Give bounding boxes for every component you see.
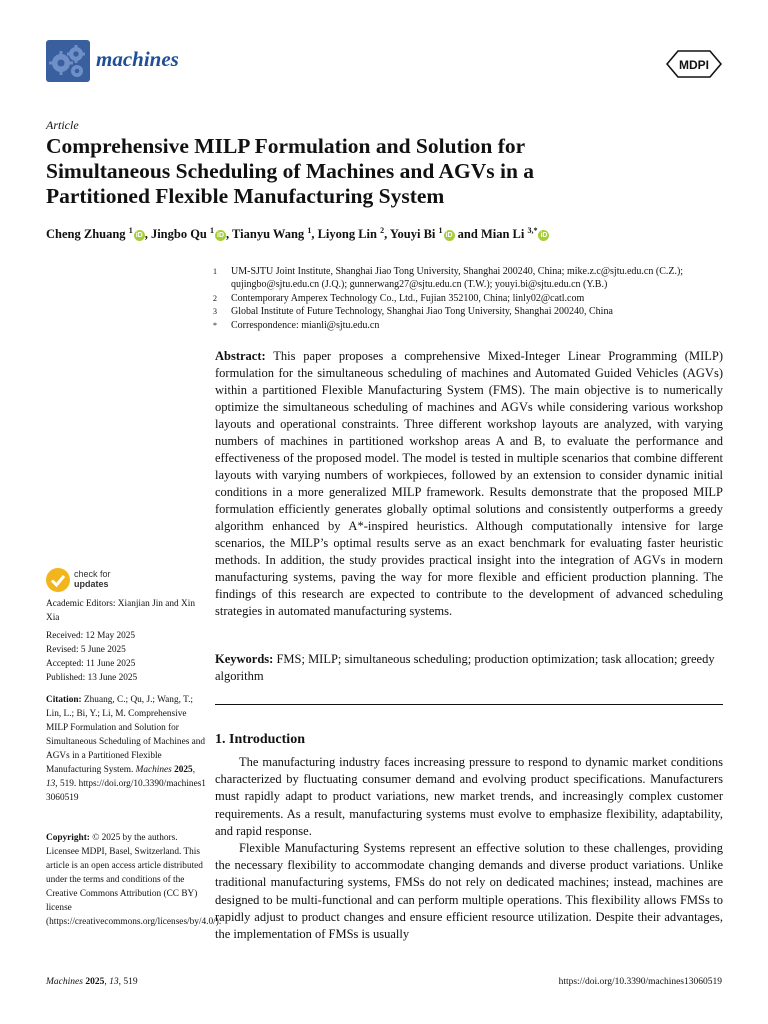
- publisher-name: MDPI: [679, 58, 709, 72]
- affiliation-row: [213, 305, 683, 318]
- author-name: Youyi Bi: [389, 227, 436, 242]
- footer-journal: Machines: [46, 977, 83, 987]
- footer-year: 2025: [85, 977, 105, 987]
- affiliation-row: [213, 292, 683, 305]
- affiliation-row: [213, 278, 683, 291]
- author-affiliation-mark: 1: [307, 226, 312, 235]
- section-divider: [215, 704, 723, 705]
- check-updates-line1: check for: [74, 569, 111, 579]
- affiliation-text: Correspondence: mianli@sjtu.edu.cn: [231, 319, 380, 331]
- citation-text: Zhuang, C.; Qu, J.; Wang, T.; Lin, L.; Bi, Y.; Li, M. Comprehensive MILP Formulation and Solution for Simultaneous Scheduling of Machines and AGVs in a Partitioned Flexible Manufacturing System.: [46, 695, 206, 775]
- title-line: Comprehensive MILP Formulation and Solution for: [46, 134, 526, 158]
- affiliation-text: qujingbo@sjtu.edu.cn (J.Q.); gunnerwang27@sjtu.edu.cn (T.W.); youyi.bi@sjtu.edu.cn (Y.B.): [231, 279, 608, 291]
- citation-journal: Machines: [135, 765, 172, 775]
- orcid-icon[interactable]: iD: [540, 232, 548, 240]
- affiliation-mark: 2: [213, 293, 217, 303]
- author-affiliation-mark: 1: [210, 226, 214, 235]
- gears-icon: [46, 40, 90, 82]
- abstract-text: This paper proposes a comprehensive Mixed-Integer Linear Programming (MILP) formulation for the simultaneous scheduling of machines and Automated Guided Vehicles (AGVs) within a partitioned Flexible Manufacturing System (FMS). The main objective is to numerically optimize the simultaneous scheduling of machines and AGVs while considering various workshop layouts and operational constraints. Three different workshop layouts are analyzed, with varying numbers of machines in partitioned workshop areas A and B, to evaluate the performance and effectiveness of the proposed model. The model is tested in multiple scenarios that combine different layouts with varying numbers of workpieces, followed by an extension to consider dynamic initial conditions in a more generalized MILP framework. Results demonstrate that the proposed MILP formulation efficiently generates globally optimal solutions and consistently outperforms a greedy algorithm enhanced by A*-inspired heuristics. Although computationally intensive for large scenarios, the MILP’s optimal results serve as an exact benchmark for evaluating faster heuristic methods. In addition, the study provides practical insight into the integration of AGVs in modern manufacturing systems, paving the way for more flexible and efficient production planning. The findings of this research are expected to contribute to the development of advanced scheduling strategies in automated manufacturing systems.: [215, 349, 723, 618]
- author-name: Mian Li: [480, 227, 525, 242]
- affiliation-text: UM-SJTU Joint Institute, Shanghai Jiao Tong University, Shanghai 200240, China; mike.z.c@sjtu.edu.cn (C.Z.);: [231, 266, 684, 277]
- date-accepted: Accepted: 11 June 2025: [46, 659, 136, 669]
- orcid-icon[interactable]: iD: [217, 232, 224, 240]
- check-updates-line2: updates: [74, 579, 109, 589]
- abstract-label: Abstract:: [215, 349, 266, 363]
- author-separator: ,: [384, 227, 390, 242]
- copyright-text: © 2025 by the authors. Licensee MDPI, Basel, Switzerland. This article is an open access article distributed under the terms and conditions of the Creative Commons Attribution (CC BY) license (https://creativecommons.org/licenses/by/4.0/).: [46, 833, 222, 927]
- affiliation-mark: *: [213, 320, 217, 330]
- affiliation-mark: 3: [213, 307, 217, 317]
- section-heading: 1. Introduction: [215, 732, 305, 747]
- affiliation-text: Contemporary Amperex Technology Co., Ltd., Fujian 352100, China; linly02@catl.com: [231, 292, 585, 304]
- author-affiliation-mark: 1: [438, 226, 443, 235]
- affiliation-mark: [213, 278, 231, 291]
- affiliation-mark: 1: [213, 267, 217, 276]
- affiliation-row: [213, 265, 683, 278]
- author-affiliation-mark: 1: [128, 226, 133, 235]
- orcid-icon[interactable]: iD: [445, 232, 453, 240]
- publication-dates: [46, 629, 206, 685]
- author-name: Jingbo Qu: [150, 227, 207, 242]
- citation-year: 2025: [174, 765, 193, 775]
- section-body: [215, 754, 723, 943]
- date-received: Received: 12 May 2025: [46, 631, 136, 641]
- copyright-label: Copyright:: [46, 833, 90, 843]
- date-published: Published: 13 June 2025: [46, 673, 138, 683]
- author-affiliation-mark: 2: [380, 226, 385, 235]
- check-for-updates-button[interactable]: [46, 566, 146, 594]
- affiliation-text: Global Institute of Future Technology, Shanghai Jiao Tong University, Shanghai 200240, China: [231, 306, 613, 318]
- title-line: Partitioned Flexible Manufacturing System: [46, 184, 445, 208]
- journal-name: machines: [96, 47, 179, 71]
- orcid-icon[interactable]: iD: [135, 232, 143, 240]
- citation: Citation: Zhuang, C.; Qu, J.; Wang, T.; Lin, L.; Bi, Y.; Li, M. Comprehensive MILP Formulation and Solution for Simultaneous Scheduling of Machines and AGVs in a Partitioned Flexible Manufacturing System. Machines 2025, 13, 519. https://doi.org/10.3390/machines13060519: [46, 695, 206, 803]
- affiliation-row: [213, 319, 683, 332]
- author-name: Tianyu Wang: [232, 227, 305, 242]
- affiliations: [213, 265, 683, 332]
- author-separator: ,: [311, 227, 318, 242]
- author-separator: ,: [144, 227, 151, 242]
- paragraph: The manufacturing industry faces increasing pressure to respond to dynamic market conditions characterized by fluctuating consumer demand and evolving product specifications. Manufacturers must rapidly adapt to product variations, new market trends, and increasingly complex customer requirements. As a result, manufacturing systems must evolve to emphasize flexibility, adaptability, and rapid response.: [215, 755, 723, 838]
- paper-title: [46, 134, 726, 209]
- keywords-label: Keywords:: [215, 652, 274, 666]
- check-updates-icon: [46, 568, 70, 592]
- academic-editors: Academic Editors: Xianjian Jin and Xin Xia: [46, 599, 195, 623]
- citation-label: Citation:: [46, 695, 82, 705]
- author-affiliation-mark: 3,*: [527, 226, 538, 235]
- citation-volume: 13: [46, 779, 56, 789]
- author-separator: and: [454, 227, 481, 242]
- footer-volume: 13: [109, 977, 119, 987]
- article-type: Article: [46, 118, 79, 132]
- citation-doi-link[interactable]: https://doi.org/10.3390/machines13060519: [46, 779, 206, 803]
- journal-logo: [46, 40, 90, 82]
- date-revised: Revised: 5 June 2025: [46, 645, 126, 655]
- footer-doi-link[interactable]: https://doi.org/10.3390/machines13060519: [558, 977, 722, 987]
- citation-pages: 519.: [59, 779, 77, 789]
- footer-page: 519: [123, 977, 138, 987]
- author-separator: ,: [226, 227, 233, 242]
- copyright: [46, 831, 222, 929]
- abstract: [215, 348, 723, 620]
- keywords: [215, 651, 723, 685]
- footer-citation: Machines 2025, 13, 519: [46, 977, 138, 987]
- author-name: Liyong Lin: [317, 227, 377, 242]
- keywords-text: FMS; MILP; simultaneous scheduling; production optimization; task allocation; greedy algorithm: [215, 652, 715, 683]
- mdpi-logo: [666, 50, 722, 78]
- title-line: Simultaneous Scheduling of Machines and AGVs in a: [46, 159, 535, 183]
- author-name: Cheng Zhuang: [46, 227, 126, 242]
- paragraph: Flexible Manufacturing Systems represent an effective solution to these challenges, providing the necessary flexibility to accommodate changing demands and diverse product variations. Unlike traditional manufacturing systems, FMSs do not rely on dedicated machines; instead, machines are designed to be multi-functional and can perform multiple operations. This flexibility allows FMSs to rapidly adjust to product changes and ensure efficient resource utilization. Despite their advantages, the implementation of FMSs is usually: [215, 841, 723, 942]
- author-list: [46, 226, 549, 242]
